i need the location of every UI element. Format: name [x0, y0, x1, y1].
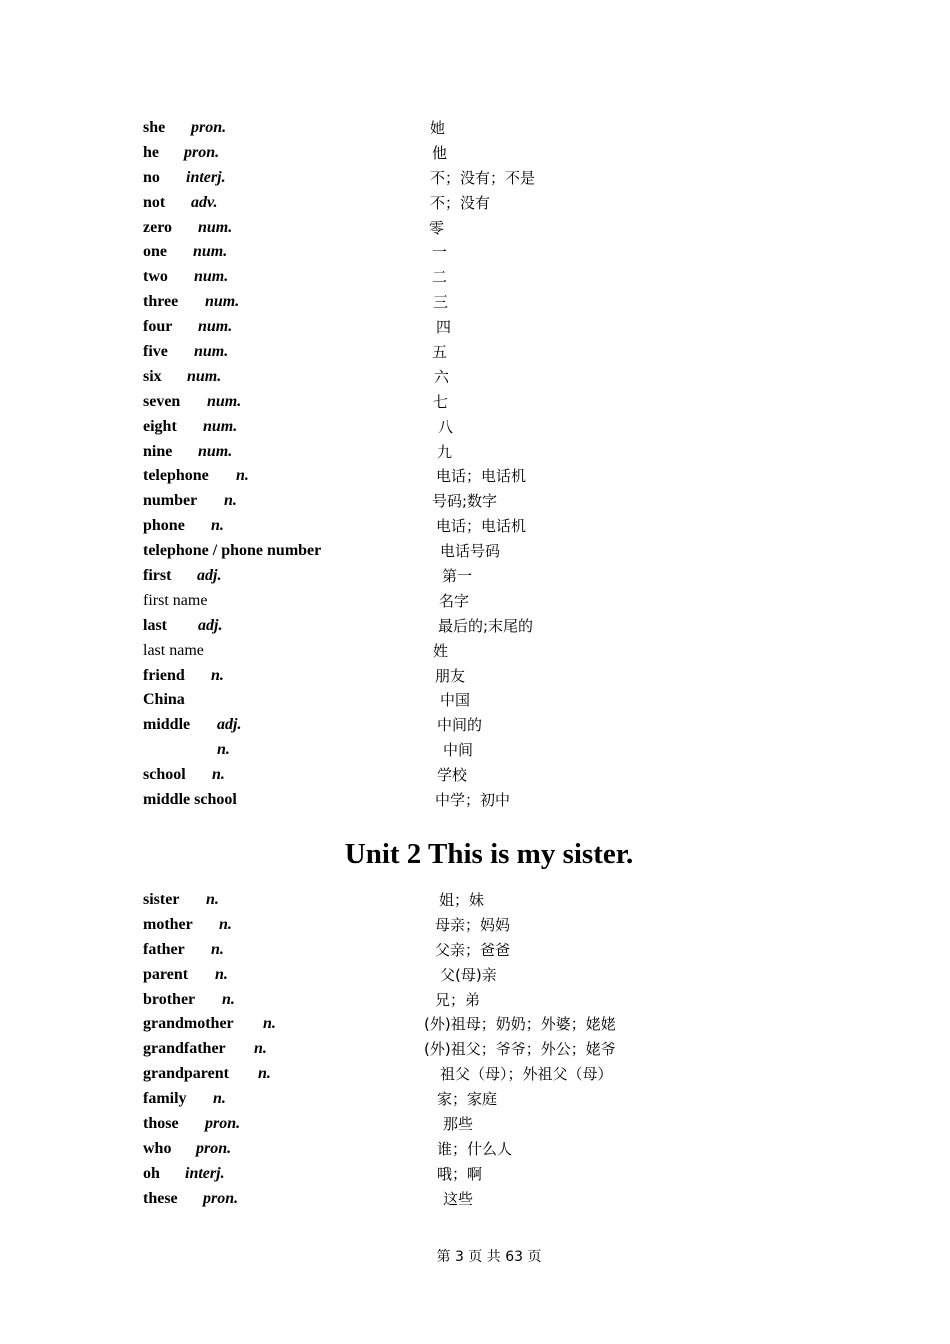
- vocab-word: five: [143, 343, 168, 361]
- vocab-word: no: [143, 168, 160, 186]
- part-of-speech: n.: [215, 965, 228, 983]
- chinese-meaning: 八: [438, 417, 454, 436]
- chinese-meaning: 五: [432, 343, 448, 362]
- vocab-word: grandfather: [143, 1040, 226, 1058]
- part-of-speech: adj.: [198, 616, 223, 634]
- chinese-meaning: 祖父（母）；外祖父（母）: [440, 1065, 613, 1084]
- part-of-speech: num.: [205, 293, 240, 311]
- vocab-row: [143, 788, 703, 813]
- chinese-meaning: 学校: [437, 766, 468, 785]
- vocab-word: number: [143, 492, 198, 510]
- vocab-row: [143, 589, 703, 614]
- chinese-meaning: 电话号码: [440, 542, 501, 561]
- part-of-speech: n.: [211, 666, 224, 684]
- vocab-row: [143, 265, 703, 290]
- chinese-meaning: 零: [429, 218, 445, 237]
- unit-title: Unit 2 This is my sister.: [344, 838, 634, 870]
- chinese-meaning: 六: [434, 367, 450, 386]
- vocab-word: phone: [143, 517, 185, 535]
- vocab-word: zero: [143, 218, 173, 236]
- part-of-speech: num.: [194, 343, 229, 361]
- part-of-speech: pron.: [196, 1139, 232, 1157]
- chinese-meaning: (外)祖父；爷爷；外公；姥爷: [424, 1040, 616, 1059]
- part-of-speech: n.: [254, 1040, 267, 1058]
- vocab-word: who: [143, 1139, 172, 1157]
- chinese-meaning: 中学；初中: [435, 791, 511, 810]
- chinese-meaning: 电话；电话机: [436, 467, 527, 486]
- part-of-speech: n.: [263, 1015, 276, 1033]
- vocab-word: seven: [143, 392, 181, 410]
- vocab-row: [143, 1187, 703, 1212]
- vocab-row: [143, 913, 703, 938]
- vocab-word: one: [143, 243, 167, 261]
- vocab-word: father: [143, 940, 185, 958]
- chinese-meaning: 七: [433, 392, 449, 411]
- part-of-speech: adj.: [197, 567, 222, 585]
- part-of-speech: interj.: [185, 1164, 225, 1182]
- vocab-word: two: [143, 268, 168, 286]
- vocab-row: [143, 1087, 703, 1112]
- vocab-row: [143, 1062, 703, 1087]
- part-of-speech: n.: [211, 940, 224, 958]
- part-of-speech: num.: [194, 268, 229, 286]
- vocab-word: she: [143, 119, 166, 136]
- vocab-row: [143, 763, 703, 788]
- vocab-row: [143, 365, 703, 390]
- chinese-meaning: 中间的: [437, 716, 483, 735]
- chinese-meaning: 父(母)亲: [440, 965, 497, 984]
- vocab-word: six: [143, 367, 162, 385]
- vocab-row: [143, 390, 703, 415]
- part-of-speech: num.: [198, 442, 233, 460]
- vocab-row: [143, 315, 703, 340]
- vocab-word: eight: [143, 417, 177, 435]
- chinese-meaning: 不；没有: [430, 193, 491, 212]
- chinese-meaning: (外)祖母；奶奶；外婆；姥姥: [424, 1015, 616, 1034]
- part-of-speech: adj.: [217, 716, 242, 734]
- vocab-word: three: [143, 293, 179, 311]
- vocab-row: [143, 340, 703, 365]
- vocab-word: grandparent: [143, 1065, 229, 1083]
- chinese-meaning: 二: [432, 268, 448, 287]
- part-of-speech: n.: [213, 1090, 226, 1108]
- vocab-row: [143, 1112, 703, 1137]
- vocab-row: [143, 489, 703, 514]
- part-of-speech: pron.: [203, 1189, 239, 1207]
- vocab-row: [143, 1012, 703, 1037]
- vocab-word: sister: [143, 891, 180, 908]
- vocab-row: [143, 440, 703, 465]
- vocab-row: [143, 539, 703, 564]
- chinese-meaning: 朋友: [435, 666, 466, 685]
- vocab-row: [143, 564, 703, 589]
- vocab-word: telephone / phone number: [143, 542, 322, 560]
- chinese-meaning: 姓: [433, 641, 449, 660]
- chinese-meaning: 三: [433, 293, 449, 312]
- vocab-word: brother: [143, 990, 196, 1008]
- vocab-row: [143, 639, 703, 664]
- chinese-meaning: 九: [437, 442, 453, 461]
- part-of-speech: n.: [219, 915, 232, 933]
- vocab-word: China: [143, 691, 185, 709]
- chinese-meaning: 那些: [443, 1115, 474, 1134]
- part-of-speech: num.: [187, 367, 222, 385]
- chinese-meaning: 一: [432, 243, 448, 262]
- vocab-row: [143, 988, 703, 1013]
- part-of-speech: n.: [206, 891, 219, 908]
- vocab-word: not: [143, 193, 166, 211]
- vocab-row: [143, 664, 703, 689]
- part-of-speech: n.: [211, 517, 224, 535]
- vocab-row: [143, 614, 703, 639]
- vocab-word: parent: [143, 965, 189, 983]
- unit2-vocabulary-list: [143, 888, 703, 1212]
- vocab-row: [143, 738, 703, 763]
- vocab-word: those: [143, 1115, 179, 1133]
- vocab-word: he: [143, 143, 159, 161]
- vocab-word: these: [143, 1189, 178, 1207]
- chinese-meaning: 家；家庭: [437, 1090, 498, 1109]
- vocab-word: nine: [143, 442, 173, 460]
- page-footer: 第 3 页 共 63 页: [436, 1249, 542, 1265]
- vocab-word: last: [143, 616, 167, 634]
- chinese-meaning: 这些: [443, 1189, 474, 1208]
- chinese-meaning: 谁；什么人: [437, 1139, 513, 1158]
- chinese-meaning: 名字: [439, 591, 470, 610]
- part-of-speech: num.: [198, 318, 233, 336]
- part-of-speech: num.: [203, 417, 238, 435]
- vocab-row: [143, 1037, 703, 1062]
- vocab-row: [143, 1162, 703, 1187]
- vocab-row: [143, 240, 703, 265]
- vocab-word: first: [143, 567, 172, 585]
- chinese-meaning: 四: [436, 318, 452, 337]
- part-of-speech: n.: [212, 766, 225, 784]
- chinese-meaning: 号码;数字: [432, 492, 498, 511]
- part-of-speech: n.: [217, 741, 230, 759]
- chinese-meaning: 兄；弟: [435, 990, 481, 1009]
- vocab-word: first name: [143, 591, 208, 609]
- vocab-row: [143, 938, 703, 963]
- vocab-word: last name: [143, 641, 204, 659]
- unit1-vocabulary-list: [143, 116, 703, 813]
- part-of-speech: n.: [258, 1065, 271, 1083]
- vocab-row: [143, 116, 703, 141]
- chinese-meaning: 中间: [443, 741, 474, 760]
- part-of-speech: n.: [224, 492, 237, 510]
- chinese-meaning: 母亲；妈妈: [435, 915, 511, 934]
- vocab-row: [143, 290, 703, 315]
- vocab-word: mother: [143, 915, 193, 933]
- chinese-meaning: 第一: [442, 567, 473, 586]
- chinese-meaning: 他: [432, 143, 448, 162]
- chinese-meaning: 姐；妹: [439, 891, 485, 909]
- vocab-word: middle: [143, 716, 191, 734]
- vocab-word: friend: [143, 666, 185, 684]
- vocab-row: [143, 514, 703, 539]
- vocab-word: oh: [143, 1164, 160, 1182]
- part-of-speech: pron.: [205, 1115, 241, 1133]
- vocab-row: [143, 464, 703, 489]
- vocab-row: [143, 688, 703, 713]
- vocab-row: [143, 888, 703, 913]
- part-of-speech: num.: [207, 392, 242, 410]
- chinese-meaning: 中国: [440, 691, 471, 710]
- vocab-word: school: [143, 766, 186, 784]
- vocab-row: [143, 141, 703, 166]
- vocab-word: middle school: [143, 791, 237, 809]
- part-of-speech: adv.: [191, 193, 218, 211]
- vocab-row: [143, 1137, 703, 1162]
- vocab-row: [143, 216, 703, 241]
- part-of-speech: pron.: [191, 119, 227, 136]
- part-of-speech: pron.: [184, 143, 220, 161]
- vocab-row: [143, 166, 703, 191]
- part-of-speech: n.: [222, 990, 235, 1008]
- vocab-word: telephone: [143, 467, 209, 485]
- vocab-word: family: [143, 1090, 187, 1108]
- chinese-meaning: 不；没有；不是: [430, 168, 536, 187]
- chinese-meaning: 哦；啊: [437, 1164, 483, 1183]
- vocab-row: [143, 191, 703, 216]
- part-of-speech: num.: [198, 218, 233, 236]
- part-of-speech: interj.: [186, 168, 226, 186]
- part-of-speech: num.: [193, 243, 228, 261]
- vocab-word: grandmother: [143, 1015, 234, 1033]
- part-of-speech: n.: [236, 467, 249, 485]
- vocab-row: [143, 415, 703, 440]
- vocab-word: four: [143, 318, 173, 336]
- chinese-meaning: 父亲；爸爸: [435, 940, 511, 959]
- vocab-row: [143, 963, 703, 988]
- chinese-meaning: 电话；电话机: [436, 517, 527, 536]
- chinese-meaning: 最后的;末尾的: [438, 616, 534, 635]
- vocab-row: [143, 713, 703, 738]
- chinese-meaning: 她: [430, 119, 446, 137]
